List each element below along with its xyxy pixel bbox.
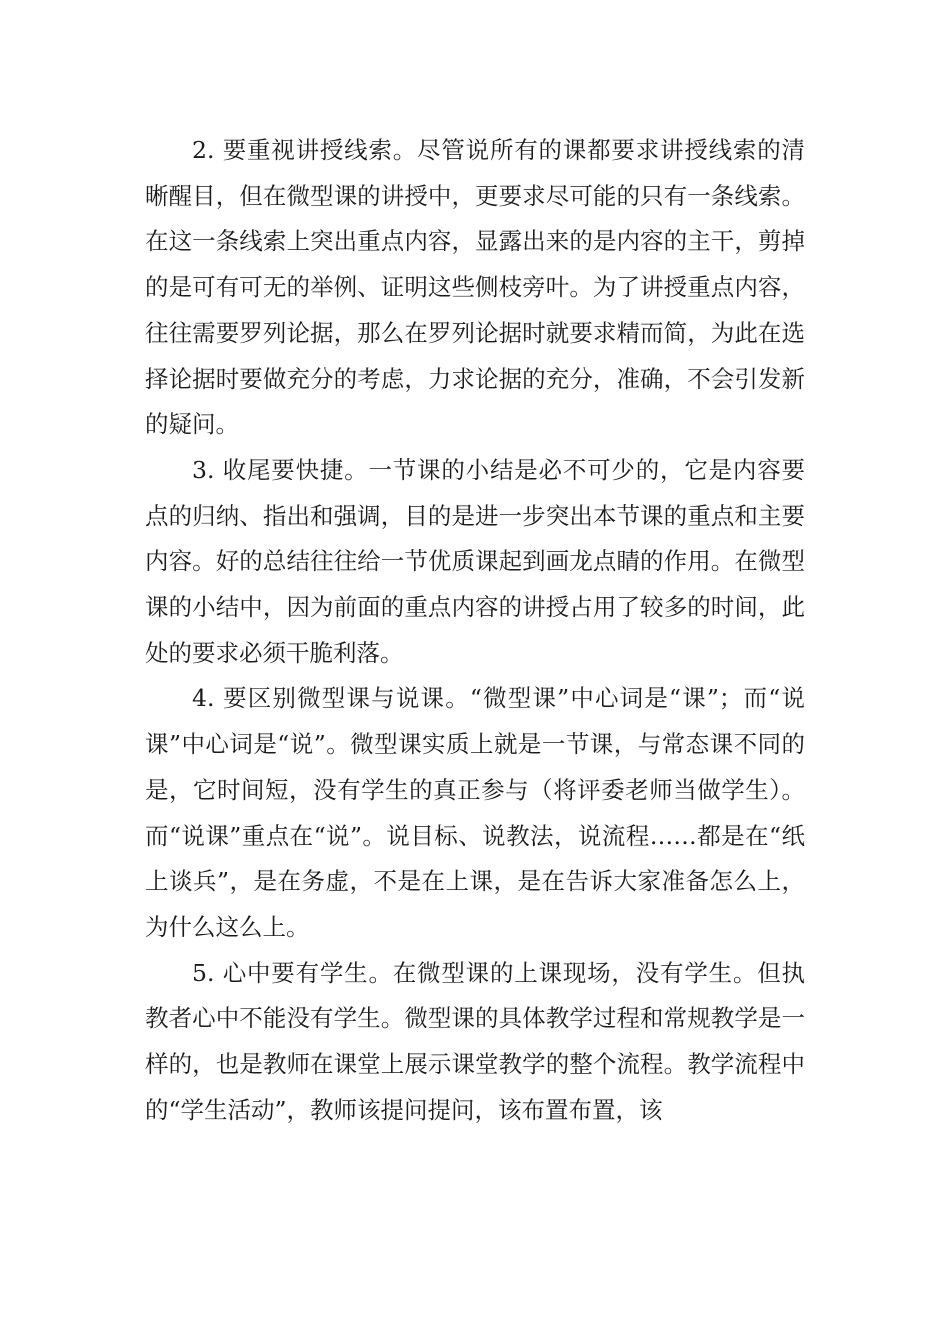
paragraph-point-4: 4. 要区别微型课与说课。“微型课”中心词是“课”；而“说课”中心词是“说”。微型课实质上就是一节课，与常态课不同的是，它时间短，没有学生的真正参与（将评委老师当做学生）。而“说课”重点在“说”。说目标、说教法，说流程……都是在“纸上谈兵”，是在务虚，不是在上课，是在告诉大家准备怎么上，为什么这么上。 [145,684,805,941]
paragraph-point-2: 2. 要重视讲授线索。尽管说所有的课都要求讲授线索的清晰醒目，但在微型课的讲授中，更要求尽可能的只有一条线索。在这一条线索上突出重点内容，显露出来的是内容的主干，剪掉的是可有可无的举例、证明这些侧枝旁叶。为了讲授重点内容，往往需要罗列论据，那么在罗列论据时就要求精而简，为此在选择论据时要做充分的考虑，力求论据的充分，准确，不会引发新的疑问。 [145,136,805,439]
document-body [145,128,805,1133]
paragraph-point-5: 5. 心中要有学生。在微型课的上课现场，没有学生。但执教者心中不能没有学生。微型课的具体教学过程和常规教学是一样的，也是教师在课堂上展示课堂教学的整个流程。教学流程中的“学生活动”，教师该提问提问，该布置布置，该 [145,958,805,1124]
paragraph-point-3: 3. 收尾要快捷。一节课的小结是必不可少的，它是内容要点的归纳、指出和强调，目的是进一步突出本节课的重点和主要内容。好的总结往往给一节优质课起到画龙点睛的作用。在微型课的小结中，因为前面的重点内容的讲授占用了较多的时间，此处的要求必须干脆利落。 [145,455,805,667]
